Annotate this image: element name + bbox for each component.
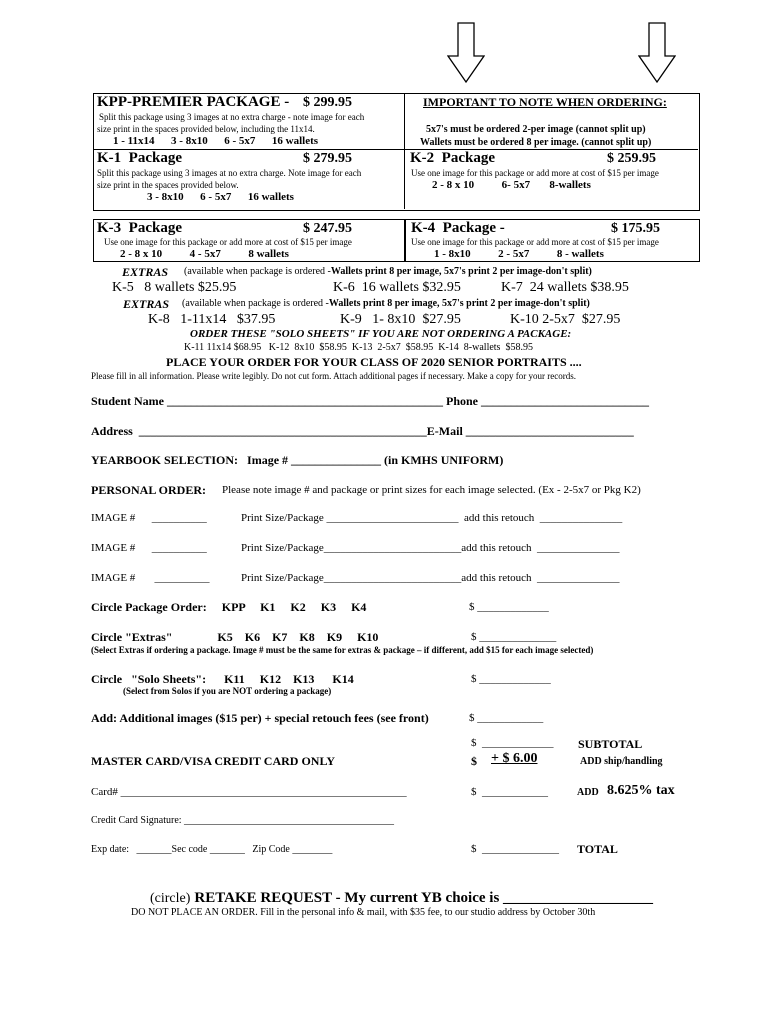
k4-title: K-4 Package -: [411, 220, 505, 236]
k1-contents: 3 - 8x10 6 - 5x7 16 wallets: [147, 191, 294, 203]
k3-contents: 2 - 8 x 10 4 - 5x7 8 wallets: [120, 248, 289, 260]
solo-heading: ORDER THESE "SOLO SHEETS" IF YOU ARE NOT ORDERING A PACKAGE:: [190, 328, 572, 340]
retake-request[interactable]: RETAKE REQUEST - My current YB choice is ____________________: [194, 890, 654, 906]
k2-contents: 2 - 8 x 10 6- 5x7 8-wallets: [432, 179, 591, 191]
down-arrow-icon: [447, 22, 485, 84]
student-name-field[interactable]: Student Name ______________________________________________ Phone ____________________________: [91, 394, 650, 408]
k4-contents: 1 - 8x10 2 - 5x7 8 - wallets: [434, 248, 604, 260]
extras-note-1-b: Wallets print 8 per image, 5x7's print 2 per image-don't split): [330, 266, 592, 277]
extras-label-2: EXTRAS: [123, 297, 170, 311]
print-size-field-1[interactable]: Print Size/Package ________________________ add this retouch _______________: [241, 512, 623, 524]
k2-desc: Use one image for this package or add more at cost of $15 per image: [411, 168, 659, 178]
extra-k10: K-10 2-5x7 $27.95: [510, 312, 621, 327]
card-number-field[interactable]: Card# ____________________________________________________: [91, 786, 407, 798]
extras-note-1: [184, 266, 592, 277]
address-field[interactable]: Address ________________________________________________E-Mail ____________________________: [91, 424, 634, 438]
kpp-price: $ 299.95: [303, 95, 352, 110]
down-arrow-icon: [638, 22, 676, 84]
print-size-field-3[interactable]: Print Size/Package_________________________add this retouch _______________: [241, 572, 620, 584]
circle-package-order[interactable]: Circle Package Order: KPP K1 K2 K3 K4: [91, 600, 367, 614]
kpp-contents: 1 - 11x14 3 - 8x10 6 - 5x7 16 wallets: [113, 135, 319, 147]
yearbook-selection-field[interactable]: YEARBOOK SELECTION: Image # _______________ (in KMHS UNIFORM): [91, 453, 504, 467]
kpp-desc-1: Split this package using 3 images at no extra charge - note image for each: [99, 112, 365, 122]
k2-price: $ 259.95: [607, 151, 656, 166]
k2-title: K-2 Package: [410, 150, 495, 166]
total-amount-field[interactable]: $ ______________: [471, 843, 559, 855]
extras-note-2-a: (available when package is ordered -: [182, 298, 329, 309]
total-label: TOTAL: [577, 842, 618, 856]
extras-label-1: EXTRAS: [122, 265, 169, 279]
important-title: IMPORTANT TO NOTE WHEN ORDERING:: [423, 95, 667, 109]
exp-sec-zip-field[interactable]: Exp date: _______Sec code _______ Zip Code ________: [91, 844, 333, 855]
image-field-2[interactable]: IMAGE # __________: [91, 542, 207, 554]
order-heading: PLACE YOUR ORDER FOR YOUR CLASS OF 2020 SENIOR PORTRAITS ....: [166, 355, 582, 369]
circle-solo-sheets[interactable]: Circle "Solo Sheets": K11 K12 K13 K14: [91, 672, 354, 686]
box-divider-horizontal: [93, 149, 698, 150]
tax-add-label: ADD: [577, 787, 599, 798]
k1-price: $ 279.95: [303, 151, 352, 166]
circle-extras[interactable]: Circle "Extras" K5 K6 K7 K8 K9 K10: [91, 630, 379, 644]
kpp-title: KPP-PREMIER PACKAGE -: [97, 94, 290, 110]
k4-price: $ 175.95: [611, 221, 660, 236]
retake-circle: (circle): [150, 891, 191, 906]
solo-amount-field[interactable]: $ _____________: [471, 673, 551, 685]
k1-desc-1: Split this package using 3 images at no extra charge. Note image for each: [97, 168, 362, 178]
subtotal-label: SUBTOTAL: [578, 737, 643, 751]
extra-k7: K-7 24 wallets $38.95: [501, 280, 629, 295]
personal-order-note: Please note image # and package or print sizes for each image selected. (Ex - 2-5x7 or Pkg K2): [222, 484, 641, 496]
extras-note-2: [182, 298, 590, 309]
package-amount-field[interactable]: $ _____________: [469, 601, 549, 613]
extra-k9: K-9 1- 8x10 $27.95: [340, 312, 461, 327]
extra-k5: K-5 8 wallets $25.95: [112, 280, 237, 295]
image-field-3[interactable]: IMAGE # __________: [91, 572, 210, 584]
extras-note-2-b: Wallets print 8 per image, 5x7's print 2 per image-don't split): [328, 298, 590, 309]
extra-k8: K-8 1-11x14 $37.95: [148, 312, 276, 327]
credit-card-label: MASTER CARD/VISA CREDIT CARD ONLY: [91, 754, 336, 768]
extras-select-note: (Select Extras if ordering a package. Image # must be the same for extras & package – if different, add $15 for each image selected): [91, 645, 594, 655]
tax-rate-label: 8.625% tax: [607, 783, 675, 798]
shipping-amount: + $ 6.00: [491, 751, 538, 766]
personal-order-label: PERSONAL ORDER:: [91, 483, 207, 497]
solo-prices: K-11 11x14 $68.95 K-12 8x10 $58.95 K-13 2-5x7 $58.95 K-14 8-wallets $58.95: [184, 342, 533, 353]
signature-field[interactable]: Credit Card Signature: __________________________________________: [91, 815, 395, 826]
additional-amount-field[interactable]: $ ____________: [469, 712, 544, 724]
important-line-1: 5x7's must be ordered 2-per image (cannot split up): [426, 124, 646, 135]
subtotal-amount-field[interactable]: $ _____________: [471, 737, 554, 749]
kpp-desc-2: size print in the spaces provided below, including the 11x14.: [97, 124, 315, 134]
order-instructions: Please fill in all information. Please write legibly. Do not cut form. Attach additional pages if necessary. Make a copy for your records.: [91, 371, 576, 381]
retake-request-line: [150, 889, 653, 907]
k3-desc: Use one image for this package or add more at cost of $15 per image: [104, 237, 352, 247]
extras-amount-field[interactable]: $ ______________: [471, 631, 557, 643]
retake-note: DO NOT PLACE AN ORDER. Fill in the personal info & mail, with $35 fee, to our studio address by October 30th: [131, 907, 596, 918]
extra-k6: K-6 16 wallets $32.95: [333, 280, 461, 295]
k1-title: K-1 Package: [97, 150, 182, 166]
tax-amount-field[interactable]: $ ____________: [471, 786, 548, 798]
image-field-1[interactable]: IMAGE # __________: [91, 512, 207, 524]
k4-desc: Use one image for this package or add more at cost of $15 per image: [411, 237, 659, 247]
box-divider-vertical: [404, 93, 405, 209]
k3-title: K-3 Package: [97, 220, 182, 236]
important-line-2: Wallets must be ordered 8 per image. (cannot split up): [420, 137, 652, 148]
solo-select-note: (Select from Solos if you are NOT ordering a package): [123, 686, 332, 696]
additional-images-label: Add: Additional images ($15 per) + special retouch fees (see front): [91, 711, 429, 725]
print-size-field-2[interactable]: Print Size/Package_________________________add this retouch _______________: [241, 542, 620, 554]
shipping-label: ADD ship/handling: [580, 756, 663, 767]
extras-note-1-a: (available when package is ordered -: [184, 266, 331, 277]
k1-desc-2: size print in the spaces provided below.: [97, 180, 239, 190]
shipping-dollar: $: [471, 754, 477, 768]
k3-price: $ 247.95: [303, 221, 352, 236]
